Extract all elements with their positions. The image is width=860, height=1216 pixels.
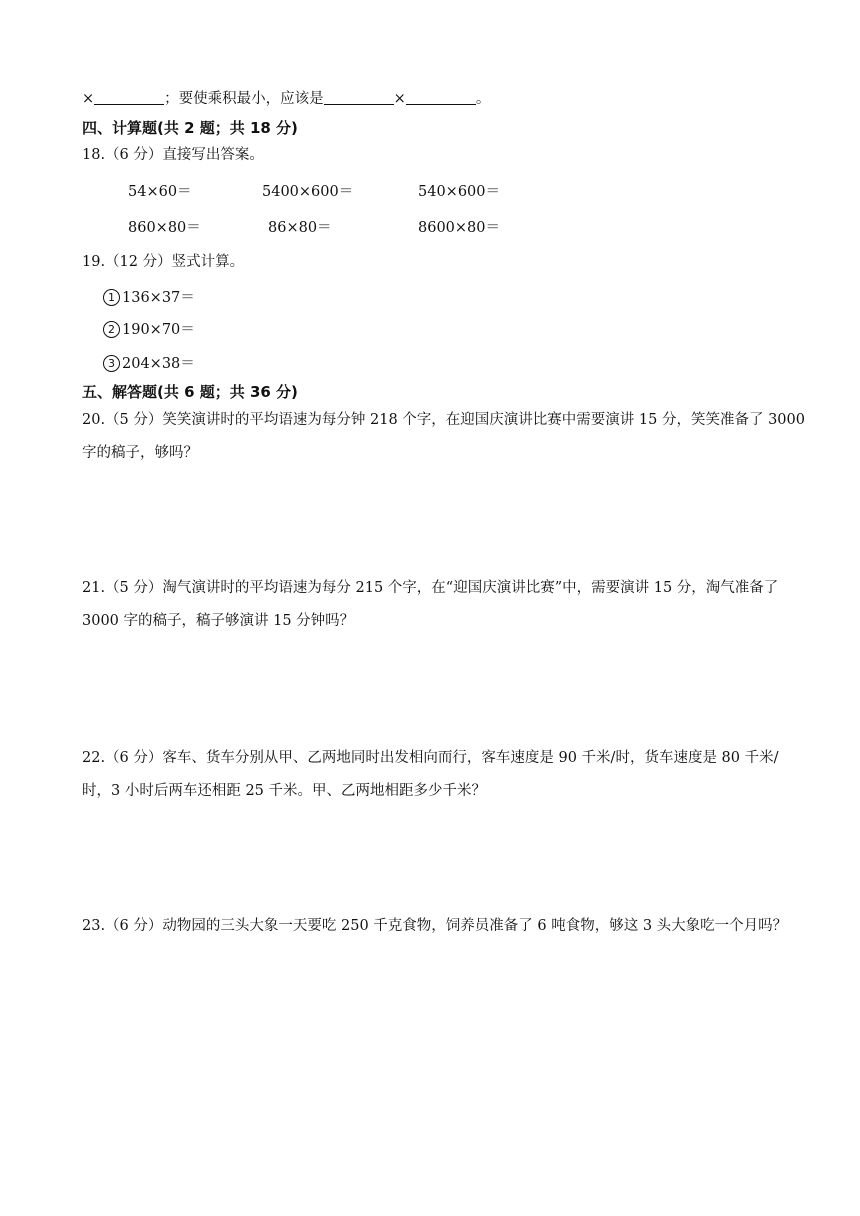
times-sign: × [393, 91, 406, 107]
calc-expression: 136×37＝ [122, 290, 195, 306]
vertical-calc-item [103, 352, 195, 373]
circled-number-marker: 2 [103, 321, 120, 338]
circled-number-marker: 1 [103, 289, 120, 306]
q22-text: 22.（6 分）客车、货车分别从甲、乙两地同时出发相向而行，客车速度是 90 千米/时，货车速度是 80 千米/时，3 小时后两车还相距 25 千米。甲、乙两地相距多少千米？ [82, 750, 779, 799]
oral-calc-item: 54×60＝ [128, 184, 192, 200]
answer-blank[interactable] [406, 90, 476, 105]
q19-stem: 19.（12 分）竖式计算。 [82, 254, 245, 270]
period: 。 [475, 91, 491, 107]
q17-middle-text: ；要使乘积最小，应该是 [164, 91, 324, 107]
q17-answer-line [82, 89, 490, 109]
circled-number-marker: 3 [103, 355, 120, 372]
answer-blank[interactable] [94, 90, 164, 105]
q18-stem: 18.（6 分）直接写出答案。 [82, 147, 264, 163]
vertical-calc-item [103, 318, 195, 339]
vertical-calc-item [103, 286, 195, 307]
oral-calc-item: 86×80＝ [268, 220, 332, 236]
calc-expression: 204×38＝ [122, 356, 195, 372]
section-4-heading: 四、计算题(共 2 题；共 18 分) [82, 119, 298, 137]
q20-text: 20.（5 分）笑笑演讲时的平均语速为每分钟 218 个字，在迎国庆演讲比赛中需要演讲 15 分，笑笑准备了 3000 字的稿子，够吗？ [82, 412, 805, 461]
q21-text: 21.（5 分）淘气演讲时的平均语速为每分 215 个字，在“迎国庆演讲比赛”中，需要演讲 15 分，淘气准备了 3000 字的稿子，稿子够演讲 15 分钟吗？ [82, 580, 779, 629]
calc-expression: 190×70＝ [122, 322, 195, 338]
q23-text: 23.（6 分）动物园的三头大象一天要吃 250 千克食物，饲养员准备了 6 吨食物，够这 3 头大象吃一个月吗？ [82, 918, 788, 934]
section-5-heading: 五、解答题(共 6 题；共 36 分) [82, 383, 298, 401]
oral-calc-item: 860×80＝ [128, 220, 201, 236]
oral-calc-item: 540×600＝ [418, 184, 501, 200]
times-sign: × [82, 91, 95, 107]
oral-calc-item: 5400×600＝ [262, 184, 354, 200]
answer-blank[interactable] [324, 90, 394, 105]
oral-calc-item: 8600×80＝ [418, 220, 501, 236]
